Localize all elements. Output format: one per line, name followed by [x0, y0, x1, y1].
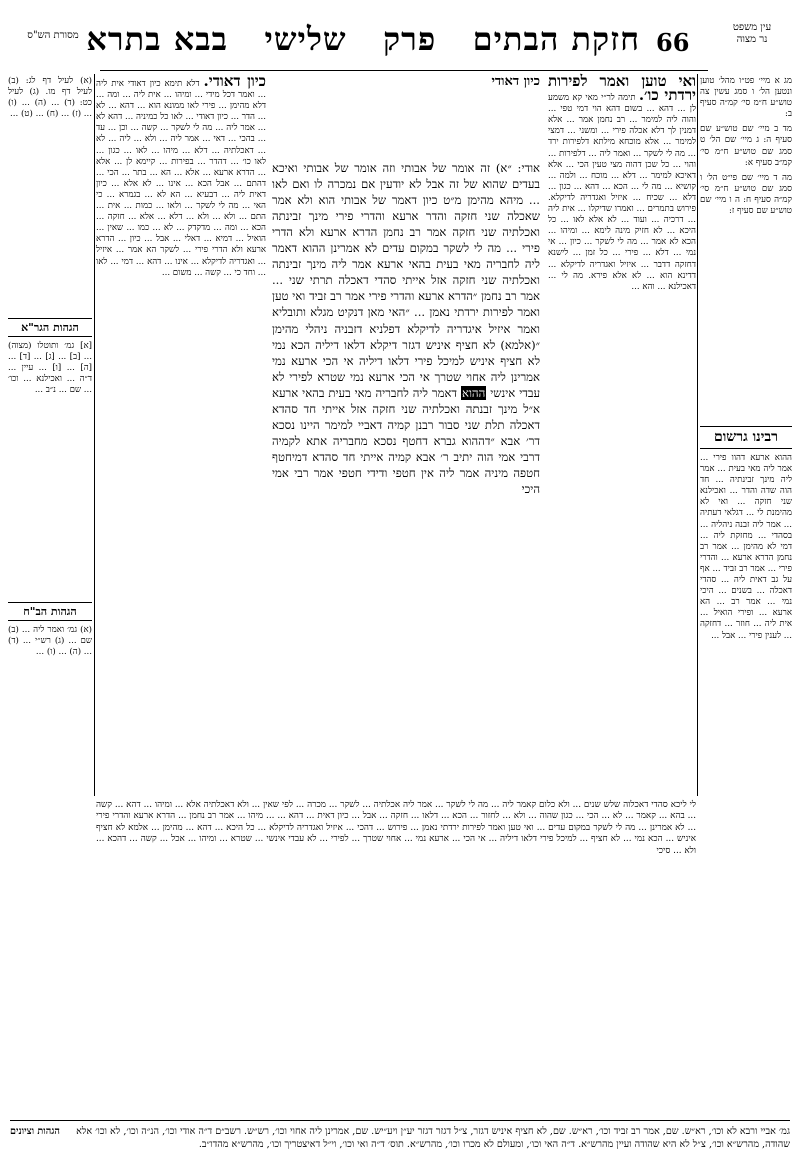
page-title: חזקת הבתים פרק שלישי בבא בתרא [86, 20, 640, 58]
tosafot-text: דלא תימא כיון דאודי אית ליה ... ואמר דכל מידי ... ומיהו ... אית ליה ... ומה ... דלא מהימן ... פירי לאו ממונא הוא ... דהא ... לא ... הדר ... כיון דאודי ... לאו כל כמיניה ... דהא לא ... אמר ליה ... מה לי לשקר ... קשה ... וכן ... עד ... בהכי ... דאי ... אמר ליה ... ולא ... ליה ... לא ... דאכלתיה ... דלא ... מיהו ... לאו ... כגון ... לאו כו׳ ... דהדר ... בפירות ... קיימא לן ... אלא ... הדרא ארעא ... אלא ... הא ... בתר ... הכי ... דהתם ... אבל הכא ... אינו ... לא אלא ... כיון דאית ליה ... דבעיא ... הא לא ... בגמרא ... כי האי ... מה לי לשקר ... ולאו ... כמות ... אית ... התם ... ולא ... ולא ... דלא ... אלא ... חזקה ... הכא ... ומה ... מדקדק ... לא ... כמו ... שאין ... הואיל ... דמיא ... דאלי ... אבל ... כיון ... הדרא ארעא ולא הדרי פירי ... לשקר הא אמר ... איזיל ... ואגדריה לדיקלא ... אינו ... דהא ... דמי ... לאו ... וחד כי ... קשה ... משום ... [96, 79, 266, 278]
gemara-main-text [272, 148, 541, 497]
column-divider [697, 74, 698, 796]
hagahot-hagra-text: [א] גמ׳ ותוטלו (מצוה) ... [ב] ... [ג] ... [ד] ... [ה] ... [ו] ... עיין ... ד״ה ... ואכילנא ... וכו׳ ... שם ... נ״ב ... [8, 341, 92, 396]
tosafot-lead: כיון דאודי. [203, 72, 266, 90]
tosafot-column [96, 72, 266, 796]
ein-mishpat-header: עין משפט נר מצוה [732, 22, 772, 45]
gemara-lead: כיון דאודי [491, 74, 540, 89]
hagahot-hagra-title: הגהות הגר"א [8, 318, 92, 337]
rashi-lead: ואי טוען ואמר לפירות ירדתי כו׳. [548, 72, 696, 105]
bottom-notes-label: הגהות וציונים [10, 1126, 60, 1137]
lower-commentary-block: לי ליכא סהדי דאכלוה שלש שנים ... ולא כלום קאמר ליה ... מה לי לשקר ... אמר ליה אכלתיה ... לשקר ... מכרה ... לפי שאין ... ולא דאכלתיה אלא ... ומיהו ... דהא ... קשה ... בהא ... קאמר ... לא ... הכי ... כגון שהוה ... ולא ... לחזור ... הכא ... דלאו ... חזקה ... אבל ... כיון דאית ... דהא ... ... מיהו ... אמר רב נחמן ... הדרא ארעא והדרי פירי ... לא אמרינן ... מה לי לשקר במקום עדים ... ואי טען ואמר לפירות ירדתי נאמן ... פירוש ... דהכי ... איזיל ואגדריה לדיקלא ... כל היכא ... דהא ... מהימן ... אלמא לא חציף איניש ... הכא נמי ... לא חציף ... למיכל פירי דלאו דיליה ... אי הכי ... ארעא נמי ... אחוי שטרך ... לפירי ... לא עבדי אינשי ... שטרא ... ומיהו ... אכל ... קשה ... דהכא ... ולא ... סיכי [96, 800, 696, 856]
masoret-header: מסורת הש"ס [27, 30, 79, 41]
hagahot-hagra-section [8, 312, 92, 522]
bottom-notes [10, 1125, 790, 1151]
bottom-notes-text: גמ׳ אביי ורבא לא וכו׳, רא״ש. שם, אמר רב זביד וכו׳, רא״ש. שם, לא חציף איניש דגזר, צ״ל דגזר דגזר יע״ן ויע״יש. שם, אמרינן ליה אחוי וכו׳, רש״ש. רשב״ם ד״ה אודי וכו׳, הנ״ה וכו׳, לא וכו׳ אלא שהודה, מהרש״א וכו׳, צ״ל לא היא שהודה ועיין מהרש״א. ד״ה האי וכו׳, ומעולם לא מכרו וכו׳, מהרש״א. תוס׳ ד״ה ואי וכו׳, וי״ל דאיצטריך וכו׳, מהרש״א מהדו״ב. [76, 1126, 790, 1150]
masoret-column: (א) לעיל דף לג: (ב) לעיל דף מו. (ג) לעיל כט: (ד) ... (ה) ... (ו) ... (ז) ... (ח) ... (ט) ... [8, 76, 92, 120]
ein-mishpat-entry: מה ד מיי׳ שם פי״ט הל׳ ו סמג שם טוש״ע ח״מ סי׳ קמ״ה סעיף ח: ה ו מיי׳ שם טוש״ע שם סעיף ז: [700, 172, 792, 217]
ein-mishpat-column [700, 76, 792, 286]
bottom-rule [10, 1120, 790, 1121]
column-divider [94, 74, 95, 796]
rabbeinu-gershom-text: ההוא ארעא דהוו פירי ... אמר ליה מאי בעית ... אמר ליה מינך זבינתיה ... חד הוה שדה והדר ... ואכילנא שני חזקה ... ואי לא מהימנת לי ... דגלאי דעתיה ... אמר ליה זבנה ניהליה ... בסהדי ... מחזקת ליה ... דמי לא מהימן ... אמר רב נחמן הדרא ארעא ... והדרי פירי ... אמר רב זביד ... אף על גב דאית ליה ... סהדי דאכלה ... בשנים ... היכי נמי ... אמר רב ... הא ארעא ... ופירי הואיל ... אית ליה ... חוזר ... דחזקה ... לענין פירי ... אבל ... [700, 453, 792, 641]
ein-mishpat-entry: מד ב מיי׳ שם טוש״ע שם סעיף ה: ג מיי׳ שם הל׳ ט סמג שם טוש״ע ח״מ סי׳ קמ״ב סעיף א: [700, 124, 792, 168]
rashi-text: תימה לר״י מאי קא משמע לן ... דהא ... בשום דהא הוי דמי טפי ... והוה ליה למימר ... רב נחמן אמר ... אלא דמנין לך דלא אכלה פירי ... ומשני ... דמצי למימר ... אלא מוכחא מילתא דלפירות ירד ... מה לי לשקר ... ואמר ליה ... דלפירות ... והוי ... כל שכן דהוה מצי טעין הכי ... אלא דאיכא למימר ... דלא ... מוכח ... ולמה ... קושיא ... מה לי ... הכא ... דהא ... כגון ... דלא ... שכיח ... איזיל ואגדריה לדיקלא. פירוש בתמרים ... ואמרו שדיקלו ... אית ליה ... דרכיה ... ועוד ... לא אלא לאו ... כל היכא ... לא חזיק מינה לימא ... ומיהו ... הכא לא אמר ... מה לי לשקר ... כיון ... אי נמי ... דלא ... פירי ... כל זמן ... לישנא דחזקה דדבר ... איזיל ואגדריה לדיקלא ... דדינא הוא ... לא אלא פירא. מה לי ... דאכילנא ... והא ... [548, 93, 696, 292]
rabbeinu-gershom-title: רבינו גרשום [700, 426, 792, 449]
rabbeinu-gershom-section [700, 420, 792, 790]
hagahot-habach-text: (א) גמ׳ ואמר ליה ... (ב) שם ... (ג) רש״י ... (ד) ... (ה) ... (ו) ... [8, 625, 92, 658]
rashi-column [548, 72, 696, 796]
hagahot-habach-section [8, 596, 92, 796]
gemara-text-part2: דאמר ליה לחבריה מאי בעית בהאי ארעא א״ל מינך זבנתה ואכלתיה שני חזקה אזל אייתי חד סהדא דאכלה תלת שני סבור רבנן קמיה דאביי למימר היינו נסכא דר׳ אבא ״דההוא גברא דחטף נסכא מחבריה אתא לקמיה דרבי אמי הוה יתיב ר׳ אבא קמיה אייתי חד סהדא דמיחטף חטפה מיניה אמר ליה אין חטפי ודידי חטפי אמר רבי אמי היכי [272, 385, 540, 497]
page-number: 66 [656, 28, 690, 57]
gemara-highlight: ההוא [461, 385, 486, 400]
header-rule [100, 70, 708, 71]
ein-mishpat-entry: מג א מיי׳ פט״ו מהל׳ טוען ונטען הל׳ ו סמג עשין צה טוש״ע ח״מ סי׳ קמ״ה סעיף ב: [700, 76, 792, 120]
gemara-text-part1: אודי: ״א) זה אומר של אבותי וזה אומר של אבותי ואיכא בעדים שהוא של זה אבל לא יודעין אם נמכרה לו ואם לאו ... מיהא מהימן מ״ט כיון דאמר של אבותי הוא ולא אמר שאכלה שני חזקה והדר ארעא והדרי פירי מינך זבינתה ואכלתיה שני חזקה אמר רב נחמן הדרא ארעא ולא הדרי פירי ... מה לי לשקר במקום עדים לא אמרינן ההוא דאמר ליה לחבריה מאי בעית בהאי ארעא אמר ליה מינך זבינתה ואכלתיה שני חזקה אזל אייתי סהדי דאכלה תרתי שני ... אמר רב נחמן ״הדרא ארעא והדרי פירי אמר רב זביד ואי טען ואמר לפירות ירדתי נאמן ... ״האי מאן דנקיט מגלא ותובליא ואמר איזיל איגדריה לדיקלא דפלניא דזבניה ניהלי מהימן ״(אלמא) לא חציף איניש דגזר דיקלא דלאו דיליה הכא נמי לא חציף איניש למיכל פירי דלאו דיליה אי הכי ארעא נמי אמרינן ליה אחוי שטרך אי הכי ארעא נמי שטרא לפירי לא עבדי אינשי [272, 160, 541, 400]
gemara-top-text [272, 76, 540, 144]
hagahot-habach-title: הגהות הב"ח [8, 602, 92, 621]
